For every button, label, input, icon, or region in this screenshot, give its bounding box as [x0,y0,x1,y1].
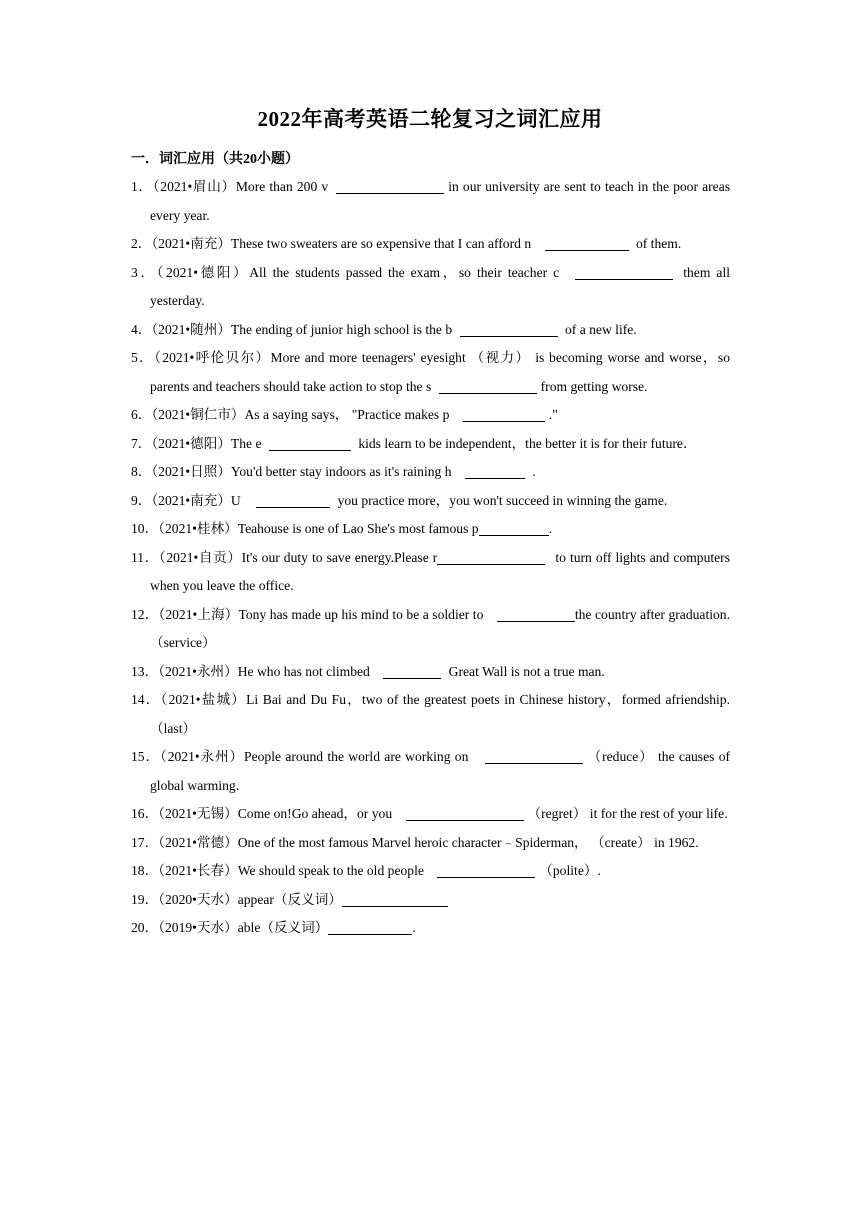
answer-blank[interactable] [383,663,441,679]
answer-blank[interactable] [342,891,448,907]
question-item: 14．（2021•盐城）Li Bai and Du Fu，two of the greatest poets in Chinese history，formed afriendship. （last） [131,692,731,736]
answer-blank[interactable] [437,862,535,878]
answer-blank[interactable] [439,378,537,394]
question-source: （2021•眉山） [152,179,236,194]
question-source: （2021•铜仁市） [151,407,245,422]
question-item: 16．（2021•无锡）Come on!Go ahead，or you （regret） it for the rest of your life. [131,806,728,821]
answer-blank[interactable] [437,549,545,565]
question-item: 1．（2021•眉山）More than 200 v in our university are sent to teach in the poor areas every year. [131,179,731,223]
question-item: 13．（2021•永州）He who has not climbed Great Wall is not a true man. [131,663,605,679]
question-source: （2021•常德） [158,834,238,850]
question-item: 12．（2021•上海）Tony has made up his mind to be a soldier to the country after graduation. （service） [131,606,731,650]
question-source: （2021•呼伦贝尔） [154,350,271,365]
question-source: （2019•天水） [158,920,238,935]
question-item: 9．（2021•南充）U you practice more，you won't succeed in winning the game. [131,492,668,508]
question-item: 18．（2021•长春）We should speak to the old people （polite）. [131,863,601,878]
section-heading: 一．词汇应用（共20小题） [131,152,299,167]
question-source: （2021•盐城） [160,692,247,707]
question-item: 8．（2021•日照）You'd better stay indoors as it's raining h . [131,464,536,479]
answer-blank[interactable] [256,492,330,508]
question-item: 6．（2021•铜仁市）As a saying says， "Practice makes p ." [131,407,558,422]
question-source: （2021•上海） [158,606,239,622]
answer-blank[interactable] [328,919,412,935]
question-list [131,173,730,943]
question-item: 19．（2020•天水）appear（反义词） [131,886,730,915]
word-hint: （regret） it for the rest of your life. [527,806,728,821]
question-source: （2021•自贡） [158,549,242,565]
question-source: （2021•南充） [151,236,231,251]
question-item: 7．（2021•德阳）The e kids learn to be independent，the better it is for their future． [131,435,697,451]
answer-blank[interactable] [463,406,545,422]
word-hint: （last） [150,720,197,736]
question-item: 5．（2021•呼伦贝尔）More and more teenagers' eyesight （视力） is becoming worse and worse，so parents and teachers should take action to stop the s from getting worse. [131,350,730,394]
answer-blank[interactable] [269,435,351,451]
word-hint: （create） in 1962. [591,834,699,850]
question-item: 4．（2021•随州）The ending of junior high school is the b of a new life. [131,321,637,337]
question-source: （2021•长春） [158,863,238,878]
word-hint: （reduce） the causes of global warming. [150,749,731,793]
answer-blank[interactable] [485,748,583,764]
question-item: 10．（2021•桂林）Teahouse is one of Lao She's most famous p . [131,521,552,536]
answer-blank[interactable] [336,178,444,194]
answer-blank[interactable] [460,321,558,337]
question-source: （2021•随州） [151,321,231,337]
question-source: （2021•南充） [151,492,231,508]
question-item: 15．（2021•永州）People around the world are working on （reduce） the causes of global warming. [131,749,731,793]
document-title: 2022年高考英语二轮复习之词汇应用 [257,107,603,131]
question-source: （2021•德阳） [151,435,231,451]
word-hint: （polite）. [539,863,601,878]
answer-blank[interactable] [465,463,525,479]
question-item: 2．（2021•南充）These two sweaters are so expensive that I can afford n of them. [131,236,682,251]
question-item: 20．（2019•天水）able（反义词） . [131,920,416,935]
word-hint: （service） [150,635,216,650]
question-source: （2021•日照） [151,464,231,479]
question-source: （2021•德阳） [156,264,250,280]
question-source: （2021•永州） [158,663,238,679]
question-item: 17．（2021•常德）One of the most famous Marvel heroic character﹣Spiderman， （create） in 1962. [131,834,699,850]
answer-blank[interactable] [497,606,575,622]
answer-blank[interactable] [575,264,673,280]
answer-blank[interactable] [406,805,524,821]
question-source: （2021•永州） [160,749,245,764]
question-item: 11．（2021•自贡）It's our duty to save energy.Please r to turn off lights and computers when you leave the office. [131,549,730,593]
answer-blank[interactable] [479,520,549,536]
question-item: 3．（2021•德阳）All the students passed the exam，so their teacher c them all yesterday. [131,264,730,308]
question-source: （2021•无锡） [158,806,238,821]
answer-blank[interactable] [545,235,629,251]
question-source: （2021•桂林） [158,521,238,536]
question-source: （2020•天水） [158,891,238,907]
